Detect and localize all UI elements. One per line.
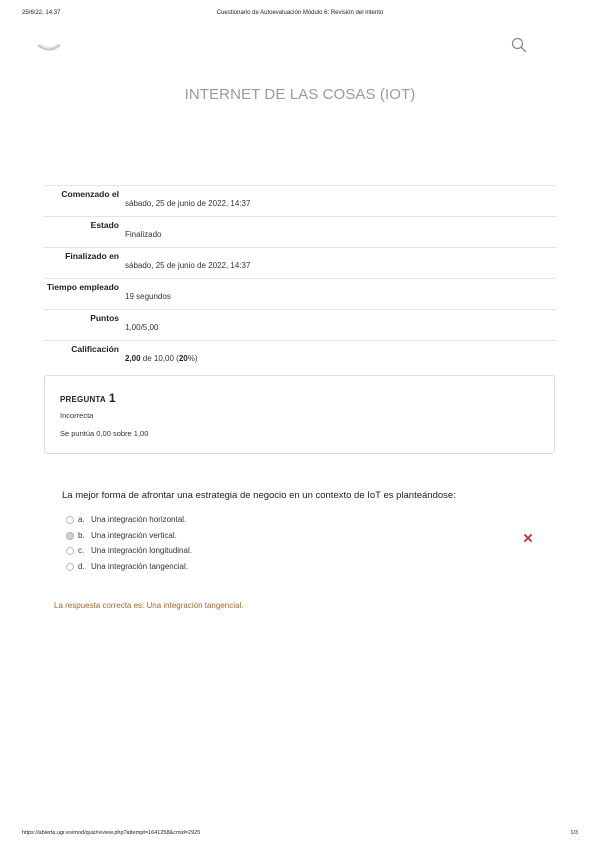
summary-label: Calificación — [71, 344, 119, 354]
option-letter: c. — [78, 546, 85, 555]
summary-row-points — [44, 309, 556, 340]
summary-row-grade — [44, 340, 556, 372]
radio-button[interactable] — [66, 547, 74, 555]
option-text: Una integración vertical. — [91, 530, 177, 540]
radio-button-selected[interactable] — [66, 532, 74, 540]
summary-row-state — [44, 216, 556, 247]
question-number: 1 — [108, 391, 116, 405]
print-title: Cuestionario de Autoevaluación Módulo 6: Revisión del intento — [216, 10, 384, 16]
summary-row-started — [44, 185, 556, 216]
grade-score: 2,00 — [125, 354, 141, 363]
summary-value: 1,00/5,00 — [125, 323, 159, 332]
radio-button[interactable] — [66, 563, 74, 571]
question-label — [60, 391, 116, 405]
search-icon[interactable] — [511, 37, 527, 53]
option-letter: b. — [78, 530, 85, 540]
summary-value: sábado, 25 de junio de 2022, 14:37 — [125, 199, 251, 208]
question-label-text: PREGUNTA — [60, 395, 106, 404]
grade-value — [125, 354, 198, 363]
attempt-summary-table — [44, 185, 556, 372]
question-mark: Se puntúa 0,00 sobre 1,00 — [60, 429, 149, 438]
option-letter: d. — [78, 561, 85, 571]
option-letter: a. — [78, 515, 85, 524]
print-date: 25/6/22, 14:37 — [22, 10, 61, 16]
course-title: INTERNET DE LAS COSAS (IOT) — [184, 86, 416, 103]
summary-value: sábado, 25 de junio de 2022, 14:37 — [125, 261, 251, 270]
question-state: Incorrecta — [60, 411, 94, 420]
summary-value: Finalizado — [125, 230, 162, 239]
summary-row-finished — [44, 247, 556, 278]
question-text: La mejor forma de afrontar una estrategia de negocio en un contexto de IoT es planteándose: — [62, 490, 456, 501]
summary-label: Finalizado en — [65, 251, 119, 261]
summary-label: Comenzado el — [61, 189, 119, 199]
print-url: https://abierta.ugr.es/mod/quiz/review.php?attempt=1641258&cmid=2925 — [22, 830, 201, 836]
print-page-number: 1/3 — [570, 830, 578, 836]
question-info-box — [44, 375, 555, 454]
summary-value: 19 segundos — [125, 292, 171, 301]
option-text: Una integración horizontal. — [91, 515, 187, 524]
site-logo-icon[interactable] — [36, 40, 62, 54]
summary-label: Puntos — [90, 313, 119, 323]
grade-of: de 10,00 ( — [140, 354, 179, 363]
correct-answer-feedback: La respuesta correcta es: Una integración tangencial. — [54, 601, 244, 610]
summary-label: Estado — [90, 220, 119, 230]
grade-percent: 20 — [178, 354, 188, 363]
summary-row-time — [44, 278, 556, 309]
incorrect-x-icon — [524, 529, 532, 537]
option-text: Una integración longitudinal. — [91, 546, 192, 555]
summary-label: Tiempo empleado — [46, 282, 119, 292]
option-text: Una integración tangencial. — [91, 561, 188, 571]
grade-suffix: %) — [187, 354, 198, 363]
radio-button[interactable] — [66, 516, 74, 524]
